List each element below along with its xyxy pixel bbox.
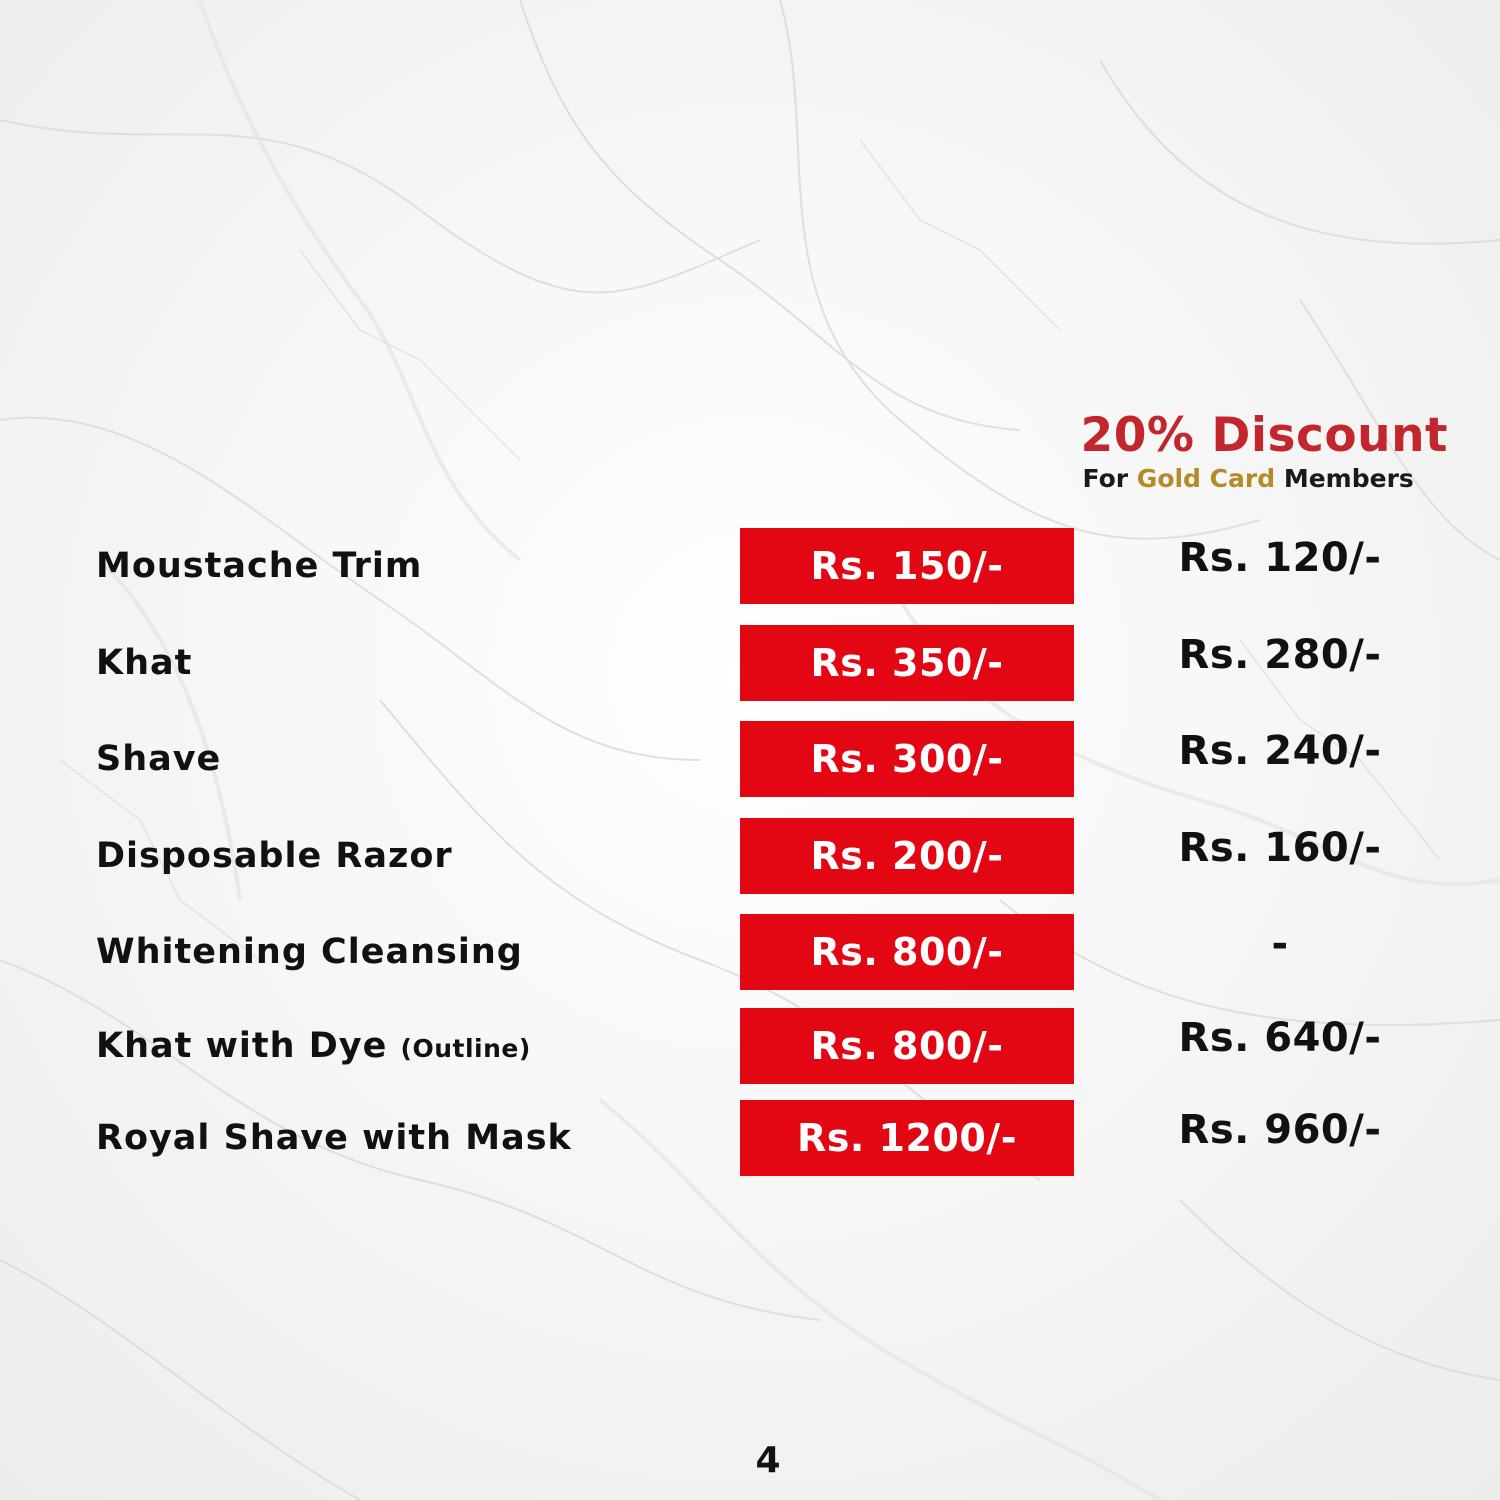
service-name: Royal Shave with Mask	[96, 1118, 572, 1158]
page-number: 4	[755, 1440, 781, 1481]
regular-price: Rs. 300/-	[740, 721, 1074, 797]
discount-price: -	[1271, 921, 1289, 967]
regular-price: Rs. 1200/-	[740, 1100, 1074, 1176]
price-row	[0, 1100, 1500, 1176]
price-row	[0, 528, 1500, 604]
price-row	[0, 721, 1500, 797]
price-row	[0, 914, 1500, 990]
discount-title: 20% Discount	[1080, 408, 1448, 463]
service-name: Whitening Cleansing	[96, 932, 523, 972]
service-name: Moustache Trim	[96, 546, 423, 586]
service-name: Khat	[96, 643, 193, 683]
price-row	[0, 1008, 1500, 1084]
discount-price: Rs. 160/-	[1178, 825, 1382, 871]
regular-price: Rs. 800/-	[740, 914, 1074, 990]
price-row	[0, 625, 1500, 701]
service-name-text: Khat with Dye	[96, 1026, 388, 1066]
service-name: Disposable Razor	[96, 836, 453, 876]
discount-price: Rs. 120/-	[1178, 535, 1382, 581]
discount-price: Rs. 960/-	[1178, 1107, 1382, 1153]
discount-sub-members: Members	[1283, 464, 1414, 493]
discount-price: Rs. 640/-	[1178, 1015, 1382, 1061]
discount-sub-for: For	[1082, 464, 1129, 493]
regular-price: Rs. 800/-	[740, 1008, 1074, 1084]
discount-price: Rs. 240/-	[1178, 728, 1382, 774]
discount-price: Rs. 280/-	[1178, 632, 1382, 678]
service-name: Shave	[96, 739, 222, 779]
service-name	[96, 1008, 531, 1084]
price-row	[0, 818, 1500, 894]
gold-card-label: Gold Card	[1136, 464, 1276, 493]
regular-price: Rs. 150/-	[740, 528, 1074, 604]
service-note: (Outline)	[400, 1034, 531, 1063]
regular-price: Rs. 200/-	[740, 818, 1074, 894]
regular-price: Rs. 350/-	[740, 625, 1074, 701]
